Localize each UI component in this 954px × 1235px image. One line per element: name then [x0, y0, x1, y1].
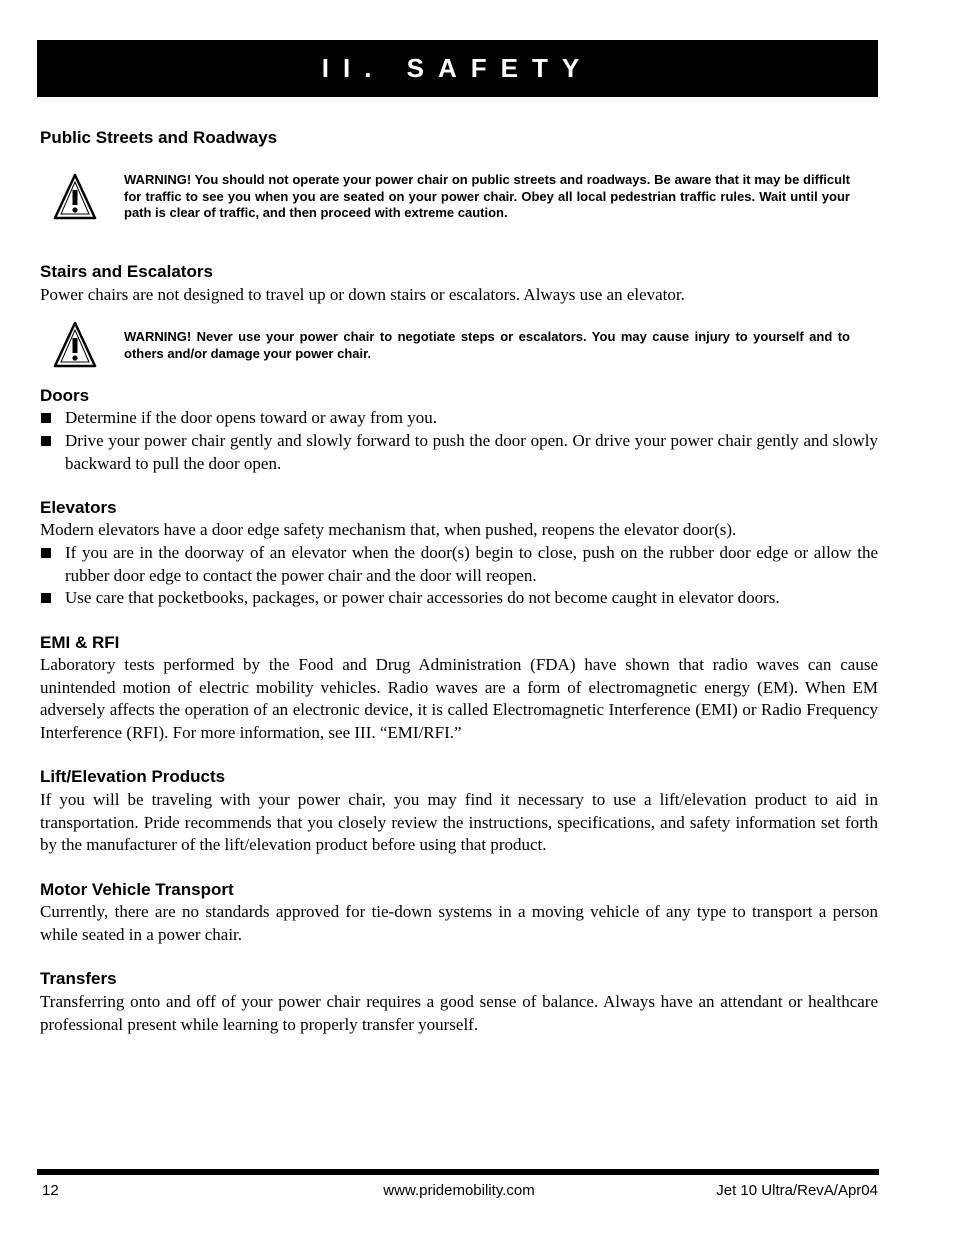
- warning-triangle-icon: [52, 172, 98, 224]
- page-footer: [40, 1182, 878, 1202]
- elevators-body: Modern elevators have a door edge safety mechanism that, when pushed, reopens the elevator door(s).: [40, 520, 737, 539]
- footer-doc-id: Jet 10 Ultra/RevA/Apr04: [716, 1182, 878, 1199]
- warning-text: WARNING! Never use your power chair to negotiate steps or escalators. You may cause injury to yourself and to others and/or damage your power chair.: [124, 329, 850, 361]
- heading-motor-vehicle: Motor Vehicle Transport: [40, 880, 234, 899]
- heading-stairs: Stairs and Escalators: [40, 262, 213, 281]
- list-item: Drive your power chair gently and slowly forward to push the door open. Or drive your power chair gently and slowly backward to pull the door open.: [40, 430, 878, 475]
- heading-doors: Doors: [40, 386, 90, 405]
- heading-lift: Lift/Elevation Products: [40, 767, 226, 786]
- bullet-square-icon: [41, 548, 51, 558]
- warning-triangle-icon: [52, 320, 98, 372]
- list-item: Use care that pocketbooks, packages, or power chair accessories do not become caught in elevator doors.: [40, 587, 878, 610]
- bullet-square-icon: [41, 413, 51, 423]
- heading-public-streets: Public Streets and Roadways: [40, 128, 278, 147]
- list-item: If you are in the doorway of an elevator when the door(s) begin to close, push on the rubber door edge or allow the rubber door edge to contact the power chair and the door will reopen.: [40, 542, 878, 587]
- footer-website: www.pridemobility.com: [383, 1182, 535, 1199]
- lift-body: If you will be traveling with your power chair, you may find it necessary to use a lift/elevation product to aid in transportation. Pride recommends that you closely review the instructions, specifications, and safety information set forth by the manufacturer of the lift/elevation product before using that product.: [40, 790, 878, 854]
- bullet-square-icon: [41, 593, 51, 603]
- heading-emi-rfi: EMI & RFI: [40, 633, 120, 652]
- stairs-body: Power chairs are not designed to travel up or down stairs or escalators. Always use an elevator.: [40, 285, 685, 304]
- footer-divider: [37, 1169, 879, 1175]
- section-title: II. SAFETY: [321, 53, 594, 83]
- section-banner: [37, 40, 878, 97]
- transfers-body: Transferring onto and off of your power chair requires a good sense of balance. Always have an attendant or healthcare professional present while learning to properly transfer yourself.: [40, 992, 878, 1034]
- warning-text: WARNING! You should not operate your power chair on public streets and roadways. Be aware that it may be difficult for traffic to see you when you are seated on your power chair. Obey all local pedestrian traffic rules. Wait until your path is clear of traffic, and then proceed with extreme caution.: [124, 172, 850, 220]
- heading-transfers: Transfers: [40, 969, 117, 988]
- page-number: 12: [42, 1182, 59, 1199]
- list-item: Determine if the door opens toward or away from you.: [40, 407, 878, 430]
- bullet-square-icon: [41, 436, 51, 446]
- motor-body: Currently, there are no standards approved for tie-down systems in a moving vehicle of any type to transport a person while seated in a power chair.: [40, 902, 878, 944]
- emi-body: Laboratory tests performed by the Food and Drug Administration (FDA) have shown that radio waves can cause unintended motion of electric mobility vehicles. Radio waves are a form of electromagnetic energy (EM). When EM adversely affects the operation of an electronic device, it is called Electromagnetic Interference (EMI) or Radio Frequency Interference (RFI). For more information, see III. “EMI/RFI.”: [40, 655, 878, 742]
- heading-elevators: Elevators: [40, 498, 117, 517]
